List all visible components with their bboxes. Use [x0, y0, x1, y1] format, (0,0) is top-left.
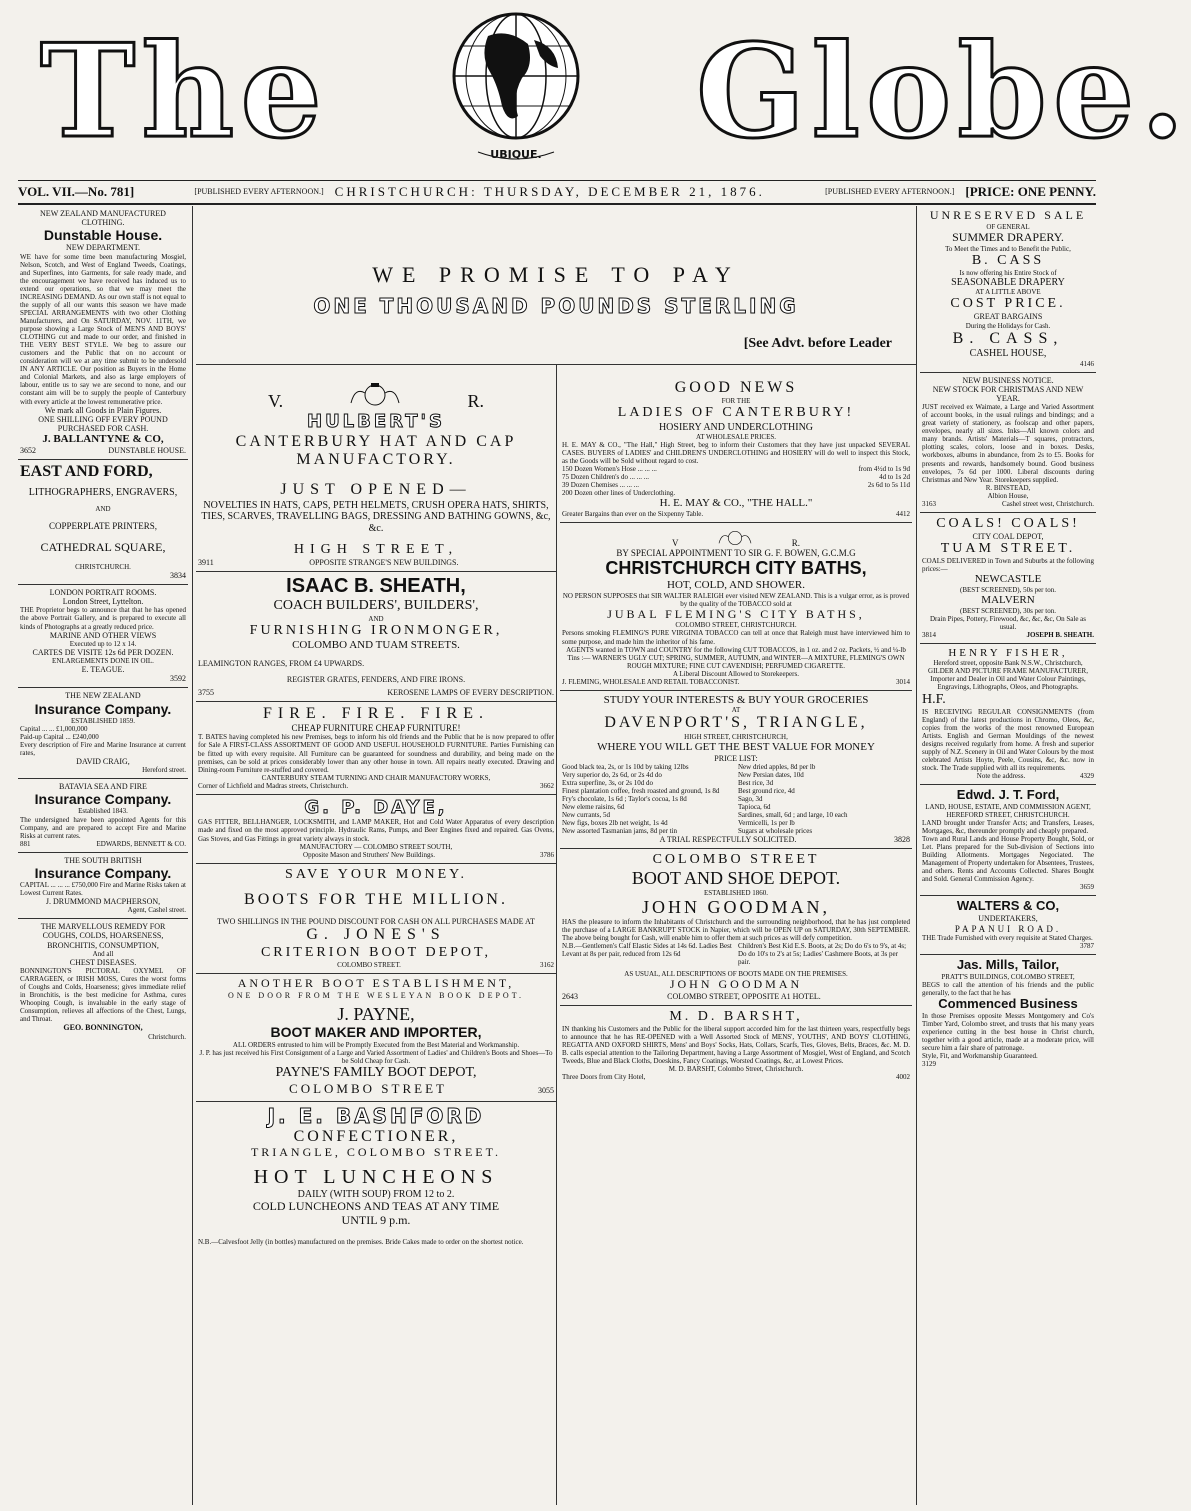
ad-line: CATHEDRAL SQUARE, [40, 540, 166, 555]
price-list-row [562, 465, 910, 473]
ad-number: 3162 [540, 960, 554, 969]
ad-line: COLOMBO STREET [289, 1080, 447, 1096]
ad-number: 3129 [922, 1060, 936, 1069]
ad-body: LAND brought under Transfer Acts; and Transfers, Leases, Mortgages, &c, thereunder promptly and cheaply prepared. [922, 819, 1094, 836]
ad-line: OF GENERAL [986, 222, 1030, 231]
royal-v: V. [268, 391, 284, 411]
ad-note: We mark all Goods in Plain Figures. [44, 405, 162, 415]
ad-body: NO PERSON SUPPOSES that SIR WALTER RALEIGH ever visited NEW ZEALAND. This is a vulgar error, as is proved by the quality of the TOBACCO sold at [562, 591, 910, 608]
ad-line: AT [731, 706, 741, 715]
place-and-date: CHRISTCHURCH: THURSDAY, DECEMBER 21, 1876. [334, 184, 765, 199]
ad-body: THE Proprietor begs to announce that that he has opened the above Portrait Gallery, and is prepared to execute all kinds of Photographs at a greatly reduced price. [20, 606, 186, 631]
ad-number: 3786 [539, 850, 554, 859]
publication-note-right: [PUBLISHED EVERY AFTERNOON.] [825, 187, 955, 196]
ad-line: FURNISHING IRONMONGER, [249, 622, 503, 638]
ad-initials: H.F. [922, 691, 946, 707]
ad-line: CHRISTCHURCH. [75, 562, 131, 571]
ad-line: HIGH STREET, CHRISTCHURCH, [684, 732, 788, 741]
ad-line: CRITERION BOOT DEPOT, [260, 944, 492, 960]
ad-subtitle: London Street, Lyttelton. [62, 597, 144, 607]
ad-line: CONFECTIONER, [293, 1127, 459, 1145]
ad-line: COLOMBO STREET. [337, 960, 401, 969]
item-price: from 4½d to 1s 9d [858, 465, 910, 474]
ad-title: M. D. BARSHT, [669, 1008, 803, 1024]
list-item: New dried apples, 8d per lb [738, 762, 816, 771]
ad-line: HIGH STREET, [293, 542, 459, 558]
price-list-row [562, 473, 910, 481]
ad-line: HOT, COLD, AND SHOWER. [667, 578, 805, 591]
ad-line: CITY COAL DEPOT, [972, 531, 1044, 541]
ad-batavia-insurance [18, 779, 188, 852]
ad-isaac-sheath [196, 572, 556, 701]
ad-line: JOHN GOODMAN, [641, 896, 830, 917]
ad-line: STUDY YOUR INTERESTS & BUY YOUR GROCERIES [603, 693, 869, 706]
rule [196, 364, 916, 365]
ad-body: BONNINGTON'S PICTORAL OXYMEL OF CARRAGEEN, or IRISH MOSS, Cures the worst forms of Coughs and Colds, Hoarseness; gives immediate relief in Bronchitis, is the best medicine for Asthma, cures Whooping Cough, is invaluable in the early stage of Consumption, relieves all affections of the Chest, Lungs, and Throat. [20, 967, 186, 1024]
ad-promise-to-pay [196, 206, 916, 364]
ad-line: (BEST SCREENED), 30s per ton. [960, 606, 1056, 615]
list-item: Sardines, small, 6d ; and large, 10 each [738, 810, 848, 819]
ad-line: (BEST SCREENED), 50s per ton. [960, 585, 1056, 594]
ad-line: Is now offering his Entire Stock of [959, 268, 1057, 277]
ad-preheading: NEW ZEALAND MANUFACTURED CLOTHING. [40, 209, 166, 228]
ad-line: Three Doors from City Hotel, [562, 1073, 646, 1081]
ad-line: DAVENPORT'S, TRIANGLE, [604, 714, 868, 732]
item-name: 200 Dozen other lines of Underclothing. [562, 489, 676, 498]
price-list-right: Children's Best Kid E.S. Boots, at 2s; Do do 6's to 9's, at 4s; Do do 10's to 2's at 5s; Ladies' Cashmere Boots, at 3s per pair. [738, 941, 907, 966]
column-1 [18, 206, 188, 1505]
column-rule [556, 364, 557, 1505]
ad-line: BOOTS FOR THE MILLION. [244, 890, 508, 908]
column-rule [192, 206, 193, 1505]
ad-line: NEW STOCK FOR CHRISTMAS AND NEW YEAR. [932, 384, 1084, 404]
ad-preheading: THE SOUTH BRITISH [64, 855, 142, 865]
ad-line: PAYNE'S FAMILY BOOT DEPOT, [275, 1064, 477, 1080]
ad-address: Albion House, [987, 491, 1029, 500]
ad-line: Hereford street, opposite Bank N.S.W., Christchurch, [933, 659, 1083, 668]
ad-number: 4329 [1080, 772, 1094, 780]
ad-title: G. P. DAYE, [304, 796, 448, 818]
ad-south-british-insurance [18, 853, 188, 920]
ad-title: Insurance Company. [34, 864, 172, 881]
ad-preheading: BATAVIA SEA AND FIRE [59, 782, 147, 792]
list-item: Sago, 3d [738, 794, 763, 803]
ad-g-jones [196, 864, 556, 974]
ad-name: DAVID CRAIG, [76, 756, 130, 766]
ad-walters [920, 896, 1096, 955]
ad-hulberts [196, 366, 556, 572]
ad-firm: H. E. MAY & CO., "THE HALL." [659, 497, 813, 510]
ad-john-goodman [560, 849, 912, 1006]
column-3 [560, 366, 912, 1505]
ad-address: Hereford street. [142, 766, 186, 775]
ad-preheading: THE NEW ZEALAND [65, 691, 141, 701]
ad-london-portrait-rooms [18, 585, 188, 688]
ad-g-p-daye [196, 795, 556, 864]
ad-henry-fisher [920, 644, 1096, 785]
ad-line: CARTES DE VISITE 12s 6d PER DOZEN. [32, 647, 174, 657]
ad-line: During the Holidays for Cash. [965, 321, 1051, 330]
ad-line: COLD LUNCHEONS AND TEAS AT ANY TIME [252, 1199, 500, 1214]
column-4 [920, 206, 1096, 1505]
ad-body: Every description of Fire and Marine Insurance at current rates, [20, 740, 186, 757]
ad-body: AGENTS wanted in TOWN and COUNTRY for the following CUT TOBACCOS, in 1 oz. and 2 oz. Packets, ½ and ¼-lb Tins :— WARNER'S UGLY CUT; SPRING, SUMMER, AUTUMN, and WINTER—A MIXTURE, FLEMING'S OWN ROUGH MIXTURE; FINE CUT CAVENDISH; PERFUMED CIGARETTE. [566, 645, 906, 670]
ad-number: 3828 [894, 835, 910, 845]
ad-line: CASHEL HOUSE, [969, 348, 1047, 360]
ad-line: N.B.—Calvesfoot Jelly (in bottles) manufactured on the premises. Bride Cakes made to order on the shortest notice. [198, 1238, 524, 1247]
ad-line: COPPERPLATE PRINTERS, [48, 520, 158, 531]
ad-line: J. FLEMING, WHOLESALE AND RETAIL TOBACCONIST. [562, 677, 740, 686]
ad-note: ONE SHILLING OFF EVERY POUND PURCHASED FOR CASH. [38, 414, 168, 433]
list-item: Good black tea, 2s, or 1s 10d by taking 12lbs [562, 762, 689, 771]
ad-body: COALS DELIVERED in Town and Suburbs at the following prices:— [922, 557, 1094, 574]
ad-line: COUGHS, COLDS, HOARSENESS, [42, 931, 164, 941]
ad-body: In those Premises opposite Messrs Montgomery and Co's Timber Yard, Colombo street, and trusts that his many years experience cutting in the best house in Christ church, together with a good article, made at a moderate price, will secure him a fair share of patronage. [922, 1012, 1094, 1053]
ad-line: COACH BUILDERS', BUILDERS', [273, 598, 479, 614]
ad-line: TRIANGLE, COLOMBO STREET. [250, 1145, 502, 1160]
ad-title: WALTERS & CO, [956, 898, 1060, 914]
ad-line: ANOTHER BOOT ESTABLISHMENT, [237, 975, 515, 990]
ad-line: Greater Bargains than ever on the Sixpenny Table. [562, 509, 704, 518]
ad-line: Established 1843. [78, 807, 128, 816]
ad-firm: J. BALLANTYNE & CO, [42, 433, 164, 446]
ad-title: FIRE. FIRE. FIRE. [262, 704, 489, 722]
ad-dunstable-house [18, 206, 188, 460]
ad-line: Capital ... ... £1,000,000 [20, 724, 88, 733]
ad-line: Executed up to 12 x 14. [69, 639, 137, 648]
ad-line: JUST OPENED— [280, 481, 472, 499]
ad-name: R. BINSTEAD, [985, 483, 1031, 492]
ad-line: CHEST DISEASES. [69, 957, 137, 967]
ad-body: WE have for some time been manufacturing Mosgiel, Nelson, Scotch, and West of England Tweeds, Coatings, and Superfines, into Garments, for sale ready made, and the encouragement we have received has induced us to extend our operations, so that we may meet the INCREASING DEMAND. As our own staff is not equal to the supply of all our wants this season we have made SPECIAL ARRANGEMENTS with two other Clothing Manufacturers, and On SATURDAY, NOV. 11TH, we purpose showing a Large Stock of MEN'S AND BOYS' CLOTHING cut and made to our order, and finished in THE VERY BEST STYLE. We beg to assure our customers and the Public that on no account or consideration will we at any time submit to be undersold IN ANY ARTICLE. Our position as Buyers in the Home and Colonial Markets, and also as large employers of labour, entitle us to say we are second to none, and our constant aim will be to supply the people of Canterbury with every article at the lowest remunerative price. [20, 252, 186, 406]
list-item: Tapioca, 6d [738, 802, 771, 811]
item-name: 150 Dozen Women's Hose ... ... ... [562, 465, 657, 474]
royal-r: R. [791, 537, 800, 548]
ad-bashford [196, 1102, 556, 1250]
list-item: New figs, boxes 2lb net weight, 1s 4d [562, 819, 668, 828]
masthead [0, 0, 1191, 176]
ad-city-baths [560, 523, 912, 691]
ad-line: B. CASS, [952, 329, 1064, 347]
ad-line: BRONCHITIS, CONSUMPTION, [47, 940, 159, 950]
ad-line: LEAMINGTON RANGES, FROM £4 UPWARDS. [198, 659, 365, 669]
ad-line: Style, Fit, and Workmanship Guaranteed. [922, 1052, 1038, 1061]
ad-name: J. DRUMMOND MACPHERSON, [45, 897, 161, 907]
ad-line: HOSIERY AND UNDERCLOTHING [658, 421, 814, 433]
ad-davenport [560, 691, 912, 849]
list-item: Sugars at wholesale prices [738, 827, 813, 836]
ad-line: COLOMBO AND TUAM STREETS. [292, 638, 460, 651]
ad-name: JOSEPH B. SHEATH. [1026, 630, 1094, 639]
ad-subtitle: NEW DEPARTMENT. [65, 243, 141, 253]
ad-line: KEROSENE LAMPS OF EVERY DESCRIPTION. [387, 687, 554, 697]
ad-line: G. JONES'S [306, 926, 446, 944]
ad-j-payne [196, 974, 556, 1102]
ad-line: TUAM STREET. [940, 541, 1076, 557]
royal-crest-icon [345, 383, 405, 407]
ad-line: LADIES OF CANTERBURY! [617, 405, 855, 421]
ad-coals [920, 513, 1096, 644]
ad-body: JUST received ex Waimate, a Large and Varied Assortment of account books, in the usual rulings and bindings; and a great variety of stationery, as foolscap and other papers, envelopes, nearly all sizes. Inks—All known colors and many brands. Artists' Materials—T squares, protractors, plotting scales, colors, loose and in boxes. Desks, workboxes, albums in abundance, from 2s to £5. Books for presents and rewards, handsomely bound. Good business envelopes, 7s 6d per 1000. Liberal discounts during Christmas and New Year. Storekeepers supplied. [922, 403, 1094, 484]
ad-title: EAST AND FORD, [20, 462, 153, 480]
ad-line: TWO SHILLINGS IN THE POUND DISCOUNT FOR CASH ON ALL PURCHASES MADE AT [217, 917, 535, 927]
list-item: Extra superfine, 3s, or 2s 10d do [562, 778, 653, 787]
ad-line: JOHN GOODMAN [669, 976, 803, 991]
ad-line: COST PRICE. [950, 296, 1066, 312]
ad-number: 3592 [170, 674, 186, 684]
ad-subtitle: CHEAP FURNITURE CHEAP FURNITURE! [291, 723, 461, 734]
ad-number: 3652 [20, 445, 36, 455]
ad-line: A TRIAL RESPECTFULLY SOLICITED. [659, 835, 797, 845]
ad-line: SAVE YOUR MONEY. [285, 866, 467, 882]
ad-address: Cashel street west, Christchurch. [1002, 499, 1094, 508]
ad-number: 3659 [1080, 883, 1094, 892]
ad-line: DAILY (WITH SOUP) FROM 12 to 2. [297, 1188, 455, 1200]
column-rule [916, 206, 917, 1505]
item-name: 75 Dozen Children's do ... ... ... [562, 473, 650, 482]
ad-number: 3755 [198, 687, 214, 697]
ad-line: AT WHOLESALE PRICES. [695, 433, 777, 442]
ad-line: ENLARGEMENTS DONE IN OIL. [52, 657, 154, 665]
ad-bonnington [18, 919, 188, 1044]
ad-binstead [920, 373, 1096, 513]
list-item: Best rice, 3d [738, 778, 774, 787]
dateline-bar [18, 180, 1096, 205]
ad-number: 881 [20, 839, 31, 848]
royal-v: V [672, 537, 679, 548]
ad-h-e-may [560, 366, 912, 523]
ad-line: COLOMBO STREET, CHRISTCHURCH. [675, 621, 797, 630]
ad-body: BEGS to call the attention of his friends and the public generally, to the fact that he has [922, 981, 1094, 998]
ad-address: Corner of Lichfield and Madras streets, Christchurch. [198, 781, 349, 790]
list-item: Fry's chocolate, 1s 6d ; Taylor's cocoa, 1s 8d [562, 794, 687, 803]
ad-line: COLOMBO STREET, OPPOSITE A1 HOTEL. [667, 991, 821, 1001]
ad-title: HULBERT'S [307, 411, 445, 432]
ad-line: PRATT'S BUILDINGS, COLOMBO STREET, [941, 972, 1075, 981]
promise-line-2: ONE THOUSAND POUNDS STERLING [313, 294, 799, 319]
promise-line-3: [See Advt. before Leader [743, 336, 892, 352]
promise-line-1: WE PROMISE TO PAY [372, 262, 740, 287]
ad-line: HOT LUNCHEONS [253, 1165, 499, 1188]
ad-number: 4412 [896, 509, 910, 518]
price-list-left [562, 763, 734, 835]
ad-line: AT A LITTLE ABOVE [975, 288, 1041, 297]
ad-title: Jas. Mills, Tailor, [956, 957, 1060, 973]
ad-line: MARINE AND OTHER VIEWS [49, 630, 157, 640]
ad-body: T. BATES having completed his new Premises, begs to inform his old friends and the Public that he is now prepared to offer for Sale A FIRST-CLASS ASSORTMENT OF GOOD AND USEFUL HOUSEHOLD FURNITURE. Parties Furnishing can be fitted up with every requisite. All Furniture can be guaranteed for soundness and durability, and being made on the premises, can be sold at prices considerably lower than any other house in town. All repairs neatly executed. Drawing and Dining-room Furniture re-stuffed and covered. [198, 733, 554, 774]
masthead-title-right: Globe. [696, 17, 1191, 167]
ad-number: 3662 [540, 781, 554, 790]
ad-number: 3014 [896, 677, 910, 686]
item-price: 2s 6d to 5s 11d [867, 481, 910, 490]
ad-body: Town and Rural Lands and House Property Bought, Sold, or Let. Plans prepared for the Sub-division of Sections into Building Allotments. Mortgages Negociated. The Management of Property undertaken for Absentees, Trustees, and others. Rents and Accounts Collected. Shares Bought and Sold. General Commission Agency. [922, 835, 1094, 884]
ad-line: OPPOSITE STRANGE'S NEW BUILDINGS. [309, 558, 459, 568]
ad-address: DUNSTABLE HOUSE. [108, 445, 186, 455]
ad-line: Commenced Business [938, 996, 1078, 1012]
ad-body: HAS the pleasure to inform the Inhabitants of Christchurch and the surrounding neighborhood, that he has just completed the purchase of a LARGE BANKRUPT STOCK in Napier, which will be OPEN UP on SATURDAY, 30th SEPTEMBER. The above being bought for Cash, will enable him to offer them at such prices as will defy competition. [562, 917, 910, 942]
ad-line: ONE DOOR FROM THE WESLEYAN BOOK DEPOT. [227, 990, 524, 1000]
ad-line: Opposite Mason and Struthers' New Buildings. [303, 850, 435, 859]
ad-line: HENRY FISHER, [948, 646, 1068, 659]
ad-number: 3911 [198, 558, 214, 568]
ad-line: ALL ORDERS entrusted to him will be Promptly Executed from the Best Material and Workmanship. [232, 1040, 520, 1049]
list-item: New eleme raisins, 6d [562, 802, 625, 811]
ad-line: And all [92, 949, 114, 958]
price-list-row [562, 489, 910, 497]
price-list-left: N.B.—Gentlemen's Calf Elastic Sides at 14s 6d. Ladies Best Levant at 8s per pair, reduced from 12s 6d [562, 941, 732, 958]
ad-m-d-barsht [560, 1006, 912, 1085]
volume-number: VOL. VII.—No. 781] [18, 184, 135, 199]
list-item: Vermicelli, 1s per lb [738, 819, 795, 828]
ad-line: PRICE LIST: [714, 753, 758, 763]
grocery-price-list [562, 763, 910, 835]
ad-line: J. P. has just received his First Consignment of a Large and Varied Assortment of Ladies' and Children's Boots and Shoes—To be Sold Cheap for Cash. [199, 1048, 553, 1065]
ad-line: LAND, HOUSE, ESTATE, AND COMMISSION AGENT, [925, 802, 1091, 811]
ad-east-and-ford [18, 460, 188, 585]
ad-line: UNRESERVED SALE [929, 208, 1087, 222]
ad-body: Persons smoking FLEMING'S PURE VIRGINIA TOBACCO can tell at once that Raleigh must have interviewed him to some purpose, and made him the inheritor of his fame. [562, 629, 910, 646]
ad-body: H. E. MAY & CO., "The Hall," High Street, beg to inform their Customers that they have just unpacked SEVERAL CASES. BUYERS of LADIES' and CHILDREN'S UNDERCLOTHING and HOSIERY will do well to inspect this Stock, as the Goods will be Sold without regard to cost. [562, 441, 910, 466]
ad-number: 4002 [896, 1073, 910, 1081]
ad-line: ESTABLISHED 1859. [71, 716, 135, 725]
ad-line: UNDERTAKERS, [978, 914, 1038, 924]
ad-line: BY SPECIAL APPOINTMENT TO SIR G. F. BOWEN, G.C.M.G [616, 547, 856, 558]
ad-body: THE Trade Furnished with every requisite at Stated Charges. [922, 933, 1093, 942]
ad-line: CANTERBURY STEAM TURNING AND CHAIR MANUFACTORY WORKS, [261, 773, 491, 782]
ad-title: LONDON PORTRAIT ROOMS. [49, 588, 157, 598]
masthead-title-left: The [40, 17, 328, 167]
ad-line: COALS! COALS! [936, 515, 1080, 531]
ad-line: THE MARVELLOUS REMEDY FOR [40, 922, 166, 932]
ad-name: EDWARDS, BENNETT & CO. [96, 839, 186, 848]
ad-line: COLOMBO STREET [652, 852, 820, 868]
ad-line: AND [368, 614, 384, 623]
ad-name: E. TEAGUE. [81, 665, 125, 675]
ad-line: A Liberal Discount Allowed to Storekeepers. [673, 669, 799, 678]
list-item: New assorted Tasmanian jams, 8d per tin [562, 827, 678, 836]
ad-number: 3787 [1080, 941, 1094, 950]
ad-line: NOVELTIES IN HATS, CAPS, PETH HELMETS, CRUSH OPERA HATS, SHIRTS, TIES, SCARVES, TRAVELLING BAGS, DRESSING AND BATHING GOWNS, &c, &c. [201, 499, 551, 534]
ad-number: 2643 [562, 991, 578, 1001]
ad-line: HEREFORD STREET, CHRISTCHURCH. [946, 810, 1070, 819]
ad-title: CHRISTCHURCH CITY BATHS, [605, 558, 867, 579]
ad-line: REGISTER GRATES, FENDERS, AND FIRE IRONS. [286, 674, 466, 684]
ad-line: MANUFACTORY. [296, 451, 456, 469]
ad-body: The undersigned have been appointed Agents for this Company, and are prepared to accept Fire and Marine Risks at current rates. [20, 815, 186, 840]
ad-number: 3163 [922, 499, 936, 508]
ad-title: Edwd. J. T. Ford, [956, 787, 1060, 802]
ad-title: J. E. BASHFORD [267, 1103, 485, 1128]
ad-number: 3814 [922, 630, 936, 639]
ad-line: SEASONABLE DRAPERY [951, 276, 1065, 288]
list-item: Very superior do, 2s 6d, or 2s 4d do [562, 770, 662, 779]
ad-number: 4146 [1080, 359, 1094, 368]
ad-line: GREAT BARGAINS [973, 312, 1043, 322]
ad-line: ESTABLISHED 1860. [704, 888, 768, 897]
ad-address: Agent, Cashel street. [127, 906, 186, 915]
ad-b-cass [920, 206, 1096, 373]
price-list [562, 465, 910, 497]
ad-line: NEW BUSINESS NOTICE. [962, 375, 1054, 385]
ad-line: To Meet the Times and to Benefit the Public, [945, 244, 1071, 253]
price-list-right [738, 763, 910, 835]
ad-title: Insurance Company. [34, 791, 172, 808]
globe-icon [438, 6, 594, 162]
ad-body: IS RECEIVING REGULAR CONSIGNMENTS (from England) of the latest productions in Chromo, Oleos, &c, copies from the works of the most renowned European Artists. English and German Mouldings of the newest designs received regularly from home. A fresh and superior supply of N.Z. Scenery in Oil and Water Colours by the most celebrated Artists Hoyte, Peele, Cousins, &c, &c. now in stock. The Trade supplied with all its requirements. [922, 707, 1094, 772]
column-2 [196, 366, 556, 1505]
ad-body: CAPITAL ... ... ... £750,000 Fire and Marine Risks taken at Lowest Current Rates. [20, 880, 186, 897]
ad-line: WHERE YOU WILL GET THE BEST VALUE FOR MONEY [597, 740, 875, 753]
ad-line: GOOD NEWS [674, 379, 798, 396]
list-item: Finest plantation coffee, fresh roasted and ground, 1s 8d [562, 786, 720, 795]
ad-line: Note the address. [976, 772, 1026, 780]
publication-note: [PUBLISHED EVERY AFTERNOON.] [194, 187, 324, 196]
price: [PRICE: ONE PENNY. [965, 184, 1096, 199]
ad-body: GAS FITTER, BELLHANGER, LOCKSMITH, and LAMP MAKER, Hot and Cold Water Apparatus of every description made and fixed on the most approved principle. Hydraulic Rams, Pumps, and Beer Engines fixed and repaired. Gas Ovens, Gas Stoves, and Gas Fittings in great variety always in stock. [198, 818, 554, 843]
ad-line: PAPANUI ROAD. [954, 923, 1062, 934]
ad-line: Paid-up Capital ... £240,000 [20, 732, 99, 741]
ad-line: MANUFACTORY — COLOMBO STREET SOUTH, [299, 842, 453, 851]
ad-line: CANTERBURY HAT AND CAP [235, 432, 517, 450]
ad-nz-insurance [18, 688, 188, 779]
ad-line: B. CASS [971, 252, 1045, 268]
ad-name: M. D. BARSHT, Colombo Street, Christchurch. [668, 1064, 804, 1073]
ad-line: FOR THE [721, 397, 751, 406]
globe-motto: UBIQUE. [490, 148, 542, 161]
list-item: Best ground rice, 4d [738, 786, 795, 795]
ad-address: Christchurch. [148, 1032, 186, 1041]
list-item: New currants, 5d [562, 810, 611, 819]
ad-line: JUBAL FLEMING'S CITY BATHS, [607, 606, 865, 621]
ad-line: UNTIL 9 p.m. [341, 1213, 411, 1228]
ad-line: LITHOGRAPHERS, ENGRAVERS, [28, 487, 178, 499]
ad-line: Drain Pipes, Pottery, Firewood, &c, &c, &c, On Sale as usual. [929, 614, 1087, 631]
ad-line: BOOT MAKER AND IMPORTER, [270, 1024, 482, 1041]
ad-edwd-ford [920, 785, 1096, 896]
ad-title: Insurance Company. [34, 700, 172, 717]
ad-jas-mills [920, 955, 1096, 1072]
item-price: 4d to 1s 2d [879, 473, 910, 482]
ad-line: SUMMER DRAPERY. [952, 229, 1064, 244]
ad-line: BOOT AND SHOE DEPOT. [631, 868, 841, 889]
ad-fire-furniture [196, 702, 556, 795]
ad-line: MALVERN [981, 593, 1035, 606]
ad-title: ISAAC B. SHEATH, [286, 575, 466, 598]
ad-line: AS USUAL, ALL DESCRIPTIONS OF BOOTS MADE ON THE PREMISES. [624, 969, 848, 978]
ad-number: 3834 [170, 570, 186, 580]
royal-crest-icon [715, 530, 755, 546]
ad-line: GILDER AND PICTURE FRAME MANUFACTURER, [928, 667, 1088, 676]
ad-body: IN thanking his Customers and the Public for the liberal support accorded him for the last thirteen years, respectfully begs to announce that he has RE-OPENED with a Well Assorted Stock of MENS', YOUTHS', AND BOYS' CLOTHING, REGATTA AND OXFORD SHIRTS, Mens' and Boys' Socks, Hats, Collars, Scarfs, Ties, Gloves, Belts, Braces, &c. M. D. B. calls especial attention to the Tailoring Department, having a Large Assortment of Mosgiel, West of England, and Scotch Tweeds, Blue and Black Cloths, Doeskins, Fancy Coatings, Worsted Coatings, &c, at Lowest Prices. [562, 1024, 910, 1065]
ad-name: GEO. BONNINGTON, [63, 1023, 143, 1033]
list-item: New Persian dates, 10d [738, 770, 804, 779]
ad-number: 3055 [537, 1085, 554, 1095]
item-name: 39 Dozen Chemises ... ... ... [562, 481, 639, 490]
royal-r: R. [467, 391, 484, 411]
price-list-row [562, 481, 910, 489]
ad-title: Dunstable House. [43, 227, 163, 244]
ad-body: Importer and Dealer in Oil and Water Colour Paintings, Engravings, Lithographs, Oleos, and Photographs. [930, 675, 1086, 692]
ad-line: AND [95, 504, 111, 513]
ad-line: NEWCASTLE [974, 573, 1042, 586]
ad-line: J. PAYNE, [337, 1003, 415, 1024]
